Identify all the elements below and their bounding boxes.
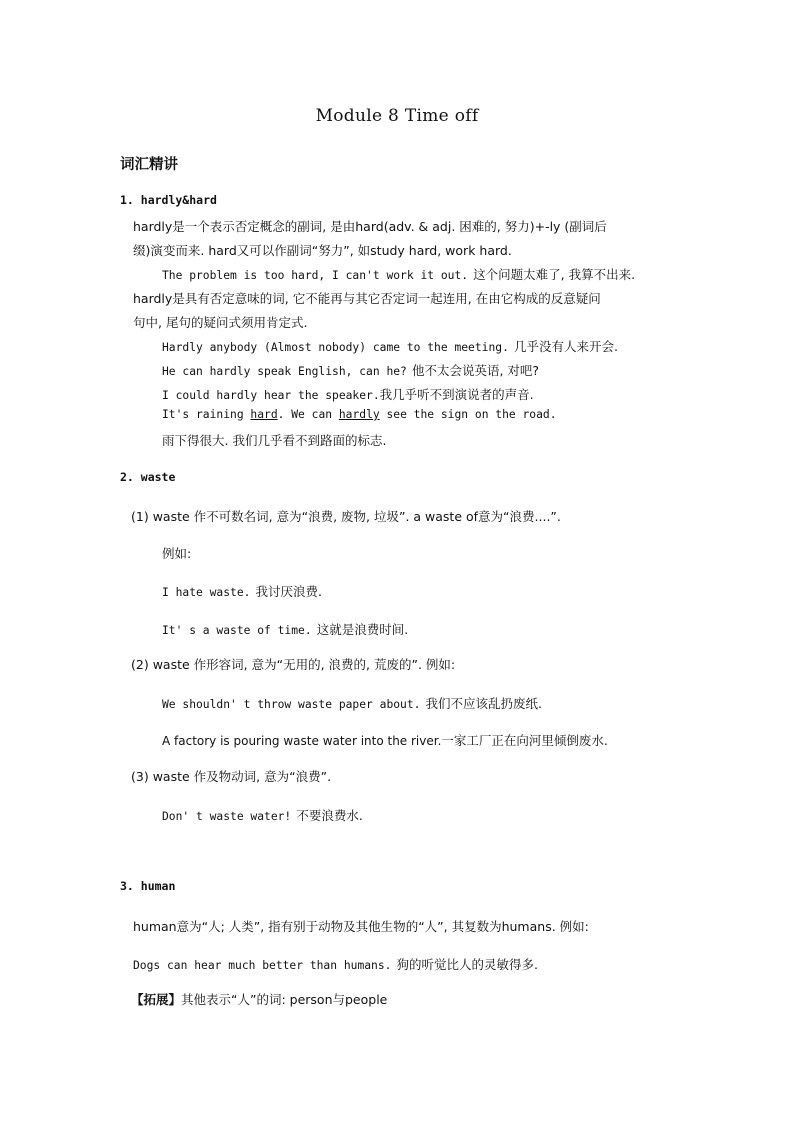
- sub-item-text: waste 作不可数名词, 意为“浪费, 废物, 垃圾”. a waste of意为“浪费....”.: [152, 509, 561, 524]
- example-chinese: 这个问题太难了, 我算不出来.: [473, 267, 636, 282]
- extension-text: 其他表示“人”的词: person与people: [181, 992, 388, 1007]
- sub-item-number: (1): [131, 509, 149, 524]
- sub-item-text: waste 作形容词, 意为“无用的, 浪费的, 荒废的”. 例如:: [152, 657, 456, 672]
- example-sentence: [162, 693, 542, 712]
- example-chinese: 这就是浪费时间.: [316, 622, 409, 637]
- page-title: Module 8 Time off: [315, 106, 479, 126]
- example-english: I hate waste.: [162, 586, 251, 599]
- sub-item: [131, 507, 561, 525]
- example-chinese: 不要浪费水.: [296, 808, 363, 823]
- underlined-word: hard: [250, 408, 278, 421]
- example-english: We shouldn' t throw waste paper about.: [162, 698, 421, 711]
- text-fragment: It's raining: [162, 408, 251, 421]
- sub-item-number: (3): [131, 769, 149, 784]
- example-sentence: [162, 730, 608, 749]
- example-chinese: 我们不应该乱扔废纸.: [425, 696, 543, 711]
- example-english: He can hardly speak English, can he?: [162, 365, 407, 378]
- sub-item-number: (2): [131, 657, 149, 672]
- example-sentence: [162, 264, 635, 283]
- example-sentence: [162, 408, 557, 421]
- example-sentence: [162, 805, 363, 824]
- example-chinese: 狗的听觉比人的灵敏得多.: [396, 957, 539, 972]
- section-heading: 词汇精讲: [120, 157, 178, 173]
- example-chinese: 他不太会说英语, 对吧?: [411, 363, 540, 378]
- paragraph-line: human意为“人; 人类”, 指有别于动物及其他生物的“人”, 其复数为humans. 例如:: [133, 919, 589, 934]
- item-heading-waste: 2. waste: [120, 470, 176, 484]
- example-chinese: 雨下得很大. 我们几乎看不到路面的标志.: [162, 433, 387, 448]
- sub-item-text: waste 作及物动词, 意为“浪费”.: [152, 769, 332, 784]
- paragraph-line: hardly是一个表示否定概念的副词, 是由hard(adv. & adj. 困难的, 努力)+-ly (副词后: [133, 219, 607, 234]
- example-english: Dogs can hear much better than humans.: [133, 959, 392, 972]
- example-sentence: [133, 954, 538, 973]
- example-chinese: 我讨厌浪费.: [255, 584, 322, 599]
- sub-item: [131, 767, 331, 785]
- item-heading-hardly: 1. hardly&hard: [120, 193, 217, 207]
- example-sentence: [162, 581, 322, 600]
- example-chinese: 一家工厂正在向河里倾倒废水.: [441, 733, 608, 748]
- text-fragment: . We can: [277, 408, 339, 421]
- extension-note: [131, 990, 387, 1008]
- paragraph-line: hardly是具有否定意味的词, 它不能再与其它否定词一起连用, 在由它构成的反意疑问: [133, 291, 601, 306]
- item-heading-human: 3. human: [120, 879, 176, 893]
- extension-label: 【拓展】: [131, 992, 182, 1007]
- example-english: Hardly anybody (Almost nobody) came to the meeting.: [162, 341, 509, 354]
- example-english: The problem is too hard, I can't work it out.: [162, 269, 469, 282]
- underlined-word: hardly: [338, 408, 380, 421]
- example-sentence: [162, 384, 534, 403]
- example-sentence: [162, 360, 539, 379]
- example-sentence: [162, 619, 408, 638]
- text-fragment: see the sign on the road.: [379, 408, 557, 421]
- example-english: I could hardly hear the speaker.: [162, 389, 380, 402]
- example-sentence: [162, 336, 618, 355]
- paragraph-line: 句中, 尾句的疑问式须用肯定式.: [133, 315, 308, 330]
- example-english: A factory is pouring waste water into the river.: [162, 734, 442, 748]
- example-intro: 例如:: [162, 546, 192, 561]
- example-english: Don' t waste water!: [162, 810, 292, 823]
- example-english: It' s a waste of time.: [162, 624, 312, 637]
- example-chinese: 我几乎听不到演说者的声音.: [379, 387, 534, 402]
- paragraph-line: 缀)演变而来. hard又可以作副词“努力”, 如study hard, work hard.: [133, 243, 512, 258]
- sub-item: [131, 655, 455, 673]
- example-chinese: 几乎没有人来开会.: [513, 339, 618, 354]
